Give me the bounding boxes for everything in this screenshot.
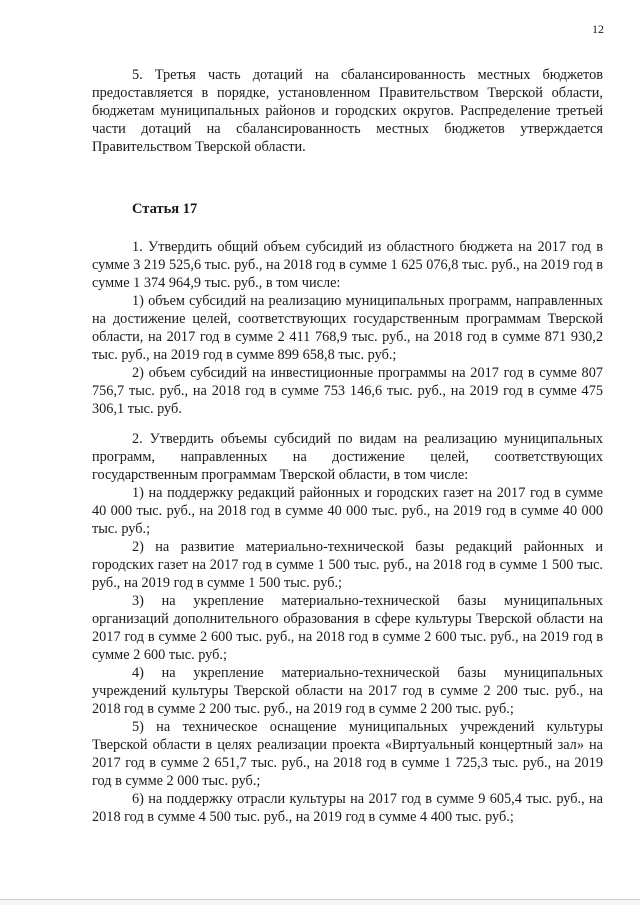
item-2-subitem-3: 3) на укрепление материально-технической базы муниципальных организаций дополнительного образования в сфере культуры Тверской области на 2017 год в сумме 2 600 тыс. руб., на 2018 год в сумме 2 600 тыс. руб., на 2019 год в сумме 2 600 тыс. руб.;	[92, 593, 603, 663]
paragraph-5: 5. Третья часть дотаций на сбалансированность местных бюджетов предоставляется в порядке, установленном Правительством Тверской области, бюджетам муниципальных районов и городских округов. Распределение третьей части дотаций на сбалансированность местных бюджетов утверждается Правительством Тверской области.	[92, 67, 603, 155]
item-2-subitem-5: 5) на техническое оснащение муниципальных учреждений культуры Тверской области в целях реализации проекта «Виртуальный концертный зал» на 2017 год в сумме 2 651,7 тыс. руб., на 2018 год в сумме 1 725,3 тыс. руб., на 2019 год в сумме 2 000 тыс. руб.;	[92, 719, 603, 789]
item-2-subitem-1: 1) на поддержку редакций районных и городских газет на 2017 год в сумме 40 000 тыс. руб., на 2018 год в сумме 40 000 тыс. руб., на 2019 год в сумме 40 000 тыс. руб.;	[92, 485, 603, 537]
article-17-item-2: 2. Утвердить объемы субсидий по видам на реализацию муниципальных программ, направленных на достижение целей, соответствующих государственным программам Тверской области, в том числе:	[92, 431, 603, 483]
item-2-subitem-2: 2) на развитие материально-технической базы редакций районных и городских газет на 2017 год в сумме 1 500 тыс. руб., на 2018 год в сумме 1 500 тыс. руб., на 2019 год в сумме 1 500 тыс. руб.;	[92, 539, 603, 591]
page-number: 12	[592, 22, 604, 36]
article-17-item-1: 1. Утвердить общий объем субсидий из областного бюджета на 2017 год в сумме 3 219 525,6 тыс. руб., на 2018 год в сумме 1 625 076,8 тыс. руб., на 2019 год в сумме 1 374 964,9 тыс. руб., в том числе:	[92, 239, 603, 291]
item-2-subitem-4: 4) на укрепление материально-технической базы муниципальных учреждений культуры Тверской области на 2017 год в сумме 2 200 тыс. руб., на 2018 год в сумме 2 200 тыс. руб., на 2019 год в сумме 2 200 тыс. руб.;	[92, 665, 603, 717]
article-17-heading: Статья 17	[132, 201, 198, 217]
document-body	[92, 66, 603, 826]
item-2-subitem-6: 6) на поддержку отрасли культуры на 2017 год в сумме 9 605,4 тыс. руб., на 2018 год в сумме 4 500 тыс. руб., на 2019 год в сумме 4 400 тыс. руб.;	[92, 791, 603, 825]
scan-bottom-edge	[0, 899, 640, 905]
item-1-subitem-1: 1) объем субсидий на реализацию муниципальных программ, направленных на достижение целей, соответствующих государственным программам Тверской области, на 2017 год в сумме 2 411 768,9 тыс. руб., на 2018 год в сумме 871 930,2 тыс. руб., на 2019 год в сумме 899 658,8 тыс. руб.;	[92, 293, 603, 363]
item-1-subitem-2: 2) объем субсидий на инвестиционные программы на 2017 год в сумме 807 756,7 тыс. руб., на 2018 год в сумме 753 146,6 тыс. руб., на 2019 год в сумме 475 306,1 тыс. руб.	[92, 365, 603, 417]
